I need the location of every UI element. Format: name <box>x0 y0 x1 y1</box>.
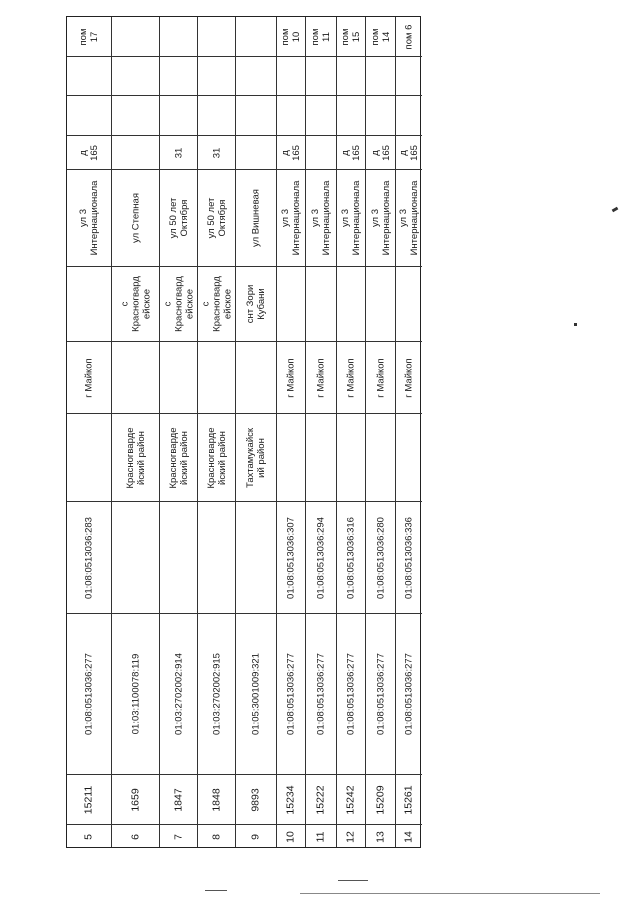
cell-city <box>236 341 276 413</box>
cell-text: ул 3 Интернационала <box>340 180 362 256</box>
cell-text: ул 3 Интернационала <box>78 180 100 256</box>
cell-c10 <box>112 95 159 135</box>
cell-text: Тахтамукайск ий район <box>245 427 267 488</box>
cell-text: 01:08:0513036:277 <box>345 653 357 735</box>
cell-text: 01:08:0513036:277 <box>375 653 386 735</box>
property-table <box>66 16 421 848</box>
cell-n <box>198 824 235 849</box>
cell-text: ул 50 лет Октября <box>205 197 228 239</box>
cell-text: 01:08:0513036:336 <box>403 516 415 599</box>
cell-id <box>337 774 365 824</box>
table-row <box>67 17 111 847</box>
cell-text: д 165 <box>369 144 392 161</box>
table-row <box>159 17 197 847</box>
cell-text: 01:08:0513036:316 <box>345 516 357 599</box>
cell-text: ул Степная <box>130 193 141 243</box>
cell-text: г Майкоп <box>345 357 357 398</box>
cell-c11 <box>396 56 422 95</box>
cell-text: Красногварде йский район <box>124 427 147 488</box>
cell-text: 15234 <box>284 784 297 815</box>
scan-mark <box>612 207 619 213</box>
cell-street <box>396 169 422 266</box>
cell-settlement <box>277 266 305 341</box>
cell-text: д 165 <box>280 144 302 161</box>
cell-c11 <box>306 56 336 95</box>
cell-text: 01:03:1100078:119 <box>130 653 141 735</box>
cell-room <box>198 17 235 56</box>
cell-room <box>236 17 276 56</box>
cell-text: 15211 <box>82 785 95 814</box>
cell-text: ул Вишневая <box>250 189 262 247</box>
cell-settlement <box>198 266 235 341</box>
cell-id <box>366 774 395 824</box>
cell-c10 <box>396 95 422 135</box>
cell-parent <box>337 613 365 774</box>
cell-cad <box>112 501 159 613</box>
cell-n <box>366 824 395 849</box>
cell-text: 01:08:0513036:307 <box>285 516 297 599</box>
cell-n <box>236 824 276 849</box>
cell-district <box>277 413 305 501</box>
cell-text: г Майкоп <box>315 357 327 398</box>
cell-settlement <box>366 266 395 341</box>
cell-cad <box>67 501 111 613</box>
cell-street <box>67 169 111 266</box>
cell-text: 8 <box>210 834 222 840</box>
cell-n <box>160 824 197 849</box>
cell-c11 <box>67 56 111 95</box>
cell-district <box>366 413 395 501</box>
cell-cad <box>337 501 365 613</box>
cell-text: пом 10 <box>280 28 302 45</box>
cell-c10 <box>366 95 395 135</box>
cell-text: 01:08:0513036:277 <box>315 653 327 735</box>
cell-c11 <box>236 56 276 95</box>
cell-c11 <box>337 56 365 95</box>
cell-street <box>366 169 395 266</box>
cell-text: пом 6 <box>403 24 415 49</box>
cell-text: 01:03:2702002:915 <box>211 653 222 735</box>
cell-id <box>396 774 422 824</box>
table-row <box>365 17 395 847</box>
cell-house <box>160 135 197 169</box>
cell-text: г Майкоп <box>403 357 415 398</box>
cell-n <box>112 824 159 849</box>
cell-city <box>306 341 336 413</box>
cell-text: г Майкоп <box>375 357 386 398</box>
cell-text: Красногварде йский район <box>205 427 228 488</box>
cell-settlement <box>306 266 336 341</box>
cell-c10 <box>160 95 197 135</box>
cell-house <box>366 135 395 169</box>
cell-text: с Красногвард ейское <box>119 276 152 332</box>
cell-text: 01:08:0513036:294 <box>315 516 327 599</box>
cell-city <box>67 341 111 413</box>
cell-street <box>337 169 365 266</box>
cell-room <box>396 17 422 56</box>
cell-text: ул 50 лет Октября <box>167 197 190 239</box>
cell-room <box>337 17 365 56</box>
cell-room <box>366 17 395 56</box>
cell-text: ул 3 Интернационала <box>310 180 332 256</box>
cell-text: г Майкоп <box>285 357 297 398</box>
cell-city <box>112 341 159 413</box>
cell-settlement <box>337 266 365 341</box>
cell-district <box>67 413 111 501</box>
cell-text: 9893 <box>249 787 262 812</box>
cell-text: 1848 <box>210 787 222 812</box>
cell-house <box>236 135 276 169</box>
cell-parent <box>112 613 159 774</box>
cell-city <box>277 341 305 413</box>
cell-house <box>396 135 422 169</box>
cell-text: 10 <box>284 831 297 843</box>
cell-city <box>160 341 197 413</box>
cell-cad <box>277 501 305 613</box>
cell-parent <box>236 613 276 774</box>
table-row <box>305 17 336 847</box>
cell-c11 <box>112 56 159 95</box>
cell-cad <box>396 501 422 613</box>
cell-city <box>366 341 395 413</box>
cell-text: пом 11 <box>310 28 332 45</box>
cell-id <box>112 774 159 824</box>
cell-street <box>277 169 305 266</box>
cell-settlement <box>67 266 111 341</box>
cell-settlement <box>160 266 197 341</box>
cell-house <box>306 135 336 169</box>
cell-district <box>198 413 235 501</box>
cell-text: 15209 <box>374 784 386 815</box>
scan-mark <box>338 880 368 881</box>
cell-street <box>198 169 235 266</box>
cell-c11 <box>198 56 235 95</box>
cell-text: д 165 <box>78 144 100 161</box>
cell-city <box>396 341 422 413</box>
cell-id <box>198 774 235 824</box>
cell-house <box>112 135 159 169</box>
cell-parent <box>277 613 305 774</box>
cell-room <box>306 17 336 56</box>
cell-text: 01:08:0513036:277 <box>403 653 415 735</box>
cell-city <box>198 341 235 413</box>
cell-parent <box>160 613 197 774</box>
cell-text: 14 <box>402 831 415 843</box>
cell-id <box>236 774 276 824</box>
cell-district <box>337 413 365 501</box>
cell-district <box>236 413 276 501</box>
cell-n <box>306 824 336 849</box>
cell-c10 <box>277 95 305 135</box>
cell-text: пом 15 <box>340 28 362 45</box>
cell-n <box>67 824 111 849</box>
cell-text: 15222 <box>314 784 327 815</box>
cell-cad <box>198 501 235 613</box>
cell-text: 5 <box>82 834 95 840</box>
cell-parent <box>306 613 336 774</box>
cell-parent <box>198 613 235 774</box>
cell-text: ул 3 Интернационала <box>398 180 420 256</box>
cell-id <box>67 774 111 824</box>
cell-room <box>160 17 197 56</box>
table-row <box>276 17 305 847</box>
table-row <box>111 17 159 847</box>
scan-mark <box>574 323 577 326</box>
cell-text: 15242 <box>344 784 357 815</box>
table-row <box>235 17 276 847</box>
cell-text: 12 <box>344 831 357 843</box>
cell-street <box>112 169 159 266</box>
cell-settlement <box>396 266 422 341</box>
cell-text: 9 <box>249 834 262 840</box>
cell-text: 01:08:0513036:277 <box>83 653 95 735</box>
cell-district <box>306 413 336 501</box>
cell-street <box>160 169 197 266</box>
cell-id <box>306 774 336 824</box>
cell-text: с Красногвард ейское <box>162 276 195 332</box>
cell-street <box>236 169 276 266</box>
cell-text: с Красногвард ейское <box>200 276 233 332</box>
cell-text: 6 <box>129 834 141 840</box>
cell-text: г Майкоп <box>83 357 95 398</box>
cell-text: 31 <box>173 147 184 158</box>
cell-district <box>112 413 159 501</box>
cell-text: 7 <box>172 834 184 840</box>
cell-text: 1659 <box>129 787 141 812</box>
cell-id <box>277 774 305 824</box>
cell-room <box>112 17 159 56</box>
cell-house <box>337 135 365 169</box>
cell-c10 <box>337 95 365 135</box>
cell-n <box>277 824 305 849</box>
cell-text: 01:08:0513036:280 <box>375 516 386 599</box>
cell-c10 <box>236 95 276 135</box>
cell-c10 <box>198 95 235 135</box>
cell-text: 13 <box>374 831 386 843</box>
cell-parent <box>366 613 395 774</box>
cell-c11 <box>277 56 305 95</box>
cell-text: ул 3 Интернационала <box>280 180 302 256</box>
cell-text: пом 14 <box>369 28 392 45</box>
cell-n <box>396 824 422 849</box>
cell-text: д 165 <box>340 144 362 161</box>
cell-c11 <box>160 56 197 95</box>
cell-text: 01:05:3001009:321 <box>250 653 262 735</box>
cell-district <box>396 413 422 501</box>
cell-city <box>337 341 365 413</box>
scan-mark <box>205 890 227 891</box>
cell-text: 01:08:0513036:277 <box>285 653 297 735</box>
cell-parent <box>396 613 422 774</box>
cell-id <box>160 774 197 824</box>
cell-text: 01:08:0513036:283 <box>83 516 95 599</box>
cell-text: 01:03:2702002:914 <box>173 653 184 735</box>
cell-text: снт Зори Кубани <box>245 284 267 324</box>
cell-text: 15261 <box>402 784 415 815</box>
scan-mark <box>300 893 600 894</box>
cell-cad <box>236 501 276 613</box>
cell-room <box>277 17 305 56</box>
cell-house <box>277 135 305 169</box>
table-row <box>395 17 422 847</box>
cell-text: д 165 <box>398 144 420 161</box>
cell-cad <box>306 501 336 613</box>
table-row <box>336 17 365 847</box>
cell-cad <box>160 501 197 613</box>
cell-text: ул 3 Интернационала <box>369 180 392 256</box>
cell-house <box>67 135 111 169</box>
cell-cad <box>366 501 395 613</box>
cell-settlement <box>112 266 159 341</box>
cell-c11 <box>366 56 395 95</box>
cell-street <box>306 169 336 266</box>
cell-c10 <box>67 95 111 135</box>
cell-c10 <box>306 95 336 135</box>
cell-text: 31 <box>211 147 222 158</box>
cell-text: пом 17 <box>78 28 100 45</box>
cell-house <box>198 135 235 169</box>
cell-text: 11 <box>314 831 327 843</box>
cell-text: 1847 <box>172 787 184 812</box>
table-row <box>197 17 235 847</box>
cell-parent <box>67 613 111 774</box>
cell-district <box>160 413 197 501</box>
cell-n <box>337 824 365 849</box>
cell-text: Красногварде йский район <box>167 427 190 488</box>
cell-room <box>67 17 111 56</box>
cell-settlement <box>236 266 276 341</box>
